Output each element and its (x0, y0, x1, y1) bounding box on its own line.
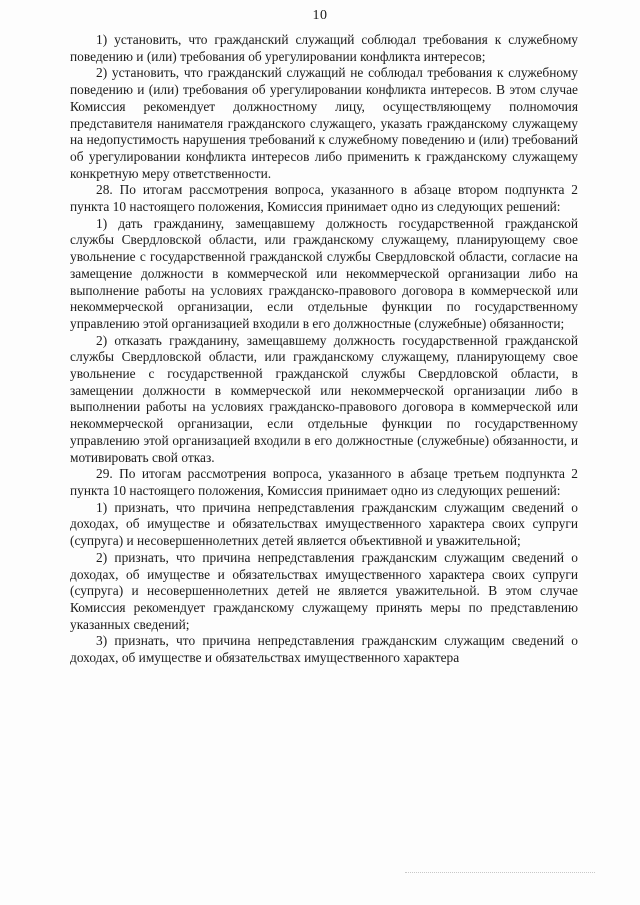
paragraph-item-29: 29. По итогам рассмотрения вопроса, указанного в абзаце третьем подпункта 2 пункта 10 настоящего положения, Комиссия принимает одно из следующих решений: (70, 466, 578, 498)
paragraph-28-2-refuse: 2) отказать гражданину, замещавшему должность государственной гражданской службы Свердловской области, или гражданскому служащему, планирующему свое увольнение с государственной гражданской службы Свердловской области, в замещении должности в коммерческой или некоммерческой организации либо в выполнении работы на условиях гражданско-правового договора в коммерческой или некоммерческой организации, если отдельные функции по государственному управлению этой организацией входили в его должностные (служебные) обязанности, и мотивировать свой отказ. (70, 332, 578, 465)
paragraph-item-28: 28. По итогам рассмотрения вопроса, указанного в абзаце втором подпункта 2 пункта 10 настоящего положения, Комиссия принимает одно из следующих решений: (70, 182, 578, 215)
paragraph-1-establish-compliance: 1) установить, что гражданский служащий соблюдал требования к служебному поведению и (или) требования об урегулировании конфликта интересов; (70, 32, 578, 64)
paragraph-28-1-give-consent: 1) дать гражданину, замещавшему должность государственной гражданской службы Свердловской области, или гражданскому служащему, планирующему свое увольнение с государственной гражданской службы Свердловской области, согласие на замещение должности в коммерческой или некоммерческой организации либо на выполнение работы на условиях гражданско-правового договора в коммерческой или некоммерческой организации, если отдельные функции по государственному управлению этой организацией входили в его должностные (служебные) обязанности; (70, 215, 578, 331)
page-number: 10 (312, 8, 328, 23)
document-body (70, 32, 578, 667)
paragraph-29-3-partial: 3) признать, что причина непредставления гражданским служащим сведений о доходах, об имуществе и обязательствах имущественного характера (70, 633, 578, 666)
paragraph-2-establish-non-compliance: 2) установить, что гражданский служащий не соблюдал требования к служебному поведению и (или) требования об урегулировании конфликта интересов. В этом случае Комиссия рекомендует должностному лицу, осуществляющему полномочия представителя нанимателя гражданского служащего, указать гражданскому служащему на недопустимость нарушения требований к служебному поведению и (или) требований об урегулировании конфликта интересов либо применить к гражданскому служащему конкретную меру ответственности. (70, 65, 578, 181)
scan-artifact-line (405, 872, 595, 873)
paragraph-29-2-not-valid-reason: 2) признать, что причина непредставления гражданским служащим сведений о доходах, об имуществе и обязательствах имущественного характера своих супруги (супруга) и несовершеннолетних детей не является уважительной. В этом случае Комиссия рекомендует гражданскому служащему принять меры по представлению указанных сведений; (70, 549, 578, 632)
paragraph-29-1-objective-reason: 1) признать, что причина непредставления гражданским служащим сведений о доходах, об имуществе и обязательствах имущественного характера своих супруги (супруга) и несовершеннолетних детей является объективной и уважительной; (70, 499, 578, 549)
